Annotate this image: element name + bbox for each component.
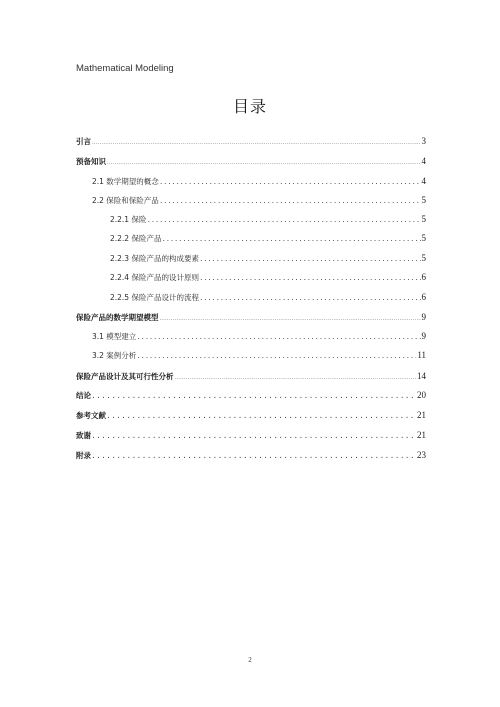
toc-entry-appendix[interactable] (76, 448, 426, 462)
toc-page-number: 14 (417, 371, 426, 381)
toc-entry-label: 预备知识 (76, 157, 106, 166)
toc-entry-label: 2.2.2 保险产品 (110, 234, 162, 243)
dot-leader (175, 371, 417, 385)
toc-entry-label: 2.2 保险和保险产品 (92, 196, 159, 205)
dot-leader (92, 429, 416, 443)
toc-page-number: 20 (417, 390, 426, 400)
toc-page-number: 9 (421, 331, 426, 341)
toc-page-number: 5 (421, 214, 426, 224)
dot-leader (107, 409, 416, 423)
dot-leader (162, 232, 420, 246)
toc-entry-preliminaries[interactable] (76, 154, 426, 168)
toc-page-number: 9 (421, 312, 426, 322)
toc-page-number: 6 (421, 292, 426, 302)
toc-entry-2-1[interactable] (92, 174, 426, 188)
toc-entry-acknowledgements[interactable] (76, 428, 426, 442)
toc-page-number: 6 (421, 272, 426, 282)
toc-entry-label: 附录 (76, 451, 91, 460)
toc-entry-label: 保险产品的数学期望模型 (76, 313, 159, 322)
toc-page-number: 4 (421, 176, 426, 186)
toc-entry-label: 2.2.4 保险产品的设计原则 (110, 273, 199, 282)
toc-page-number: 5 (421, 253, 426, 263)
toc-entry-label: 结论 (76, 391, 91, 400)
toc-page-number: 21 (417, 410, 426, 420)
toc-page-number: 5 (421, 195, 426, 205)
toc-entry-expectation-model[interactable] (76, 310, 426, 324)
toc-entry-3-1[interactable] (92, 329, 426, 343)
toc-entry-2-2[interactable] (92, 193, 426, 207)
dot-leader (200, 291, 421, 305)
toc-entry-label: 2.2.5 保险产品设计的流程 (110, 293, 199, 302)
dot-leader (92, 136, 421, 150)
dot-leader (160, 194, 421, 208)
toc-page-number: 3 (421, 136, 426, 146)
toc-entry-label: 2.2.1 保险 (110, 215, 147, 224)
toc-page-number: 5 (421, 233, 426, 243)
running-header: Mathematical Modeling (76, 63, 174, 74)
toc-entry-2-2-2[interactable] (110, 231, 426, 245)
toc-entry-label: 3.2 案例分析 (92, 351, 137, 360)
toc-entry-references[interactable] (76, 408, 426, 422)
dot-leader (200, 252, 421, 266)
toc-entry-3-2[interactable] (92, 348, 426, 362)
toc-entry-feasibility[interactable] (76, 369, 426, 383)
toc-entry-2-2-3[interactable] (110, 251, 426, 265)
dot-leader (200, 271, 421, 285)
dot-leader (147, 213, 420, 227)
dot-leader (107, 156, 421, 170)
toc-page-number: 21 (417, 430, 426, 440)
toc-entry-label: 保险产品设计及其可行性分析 (76, 372, 174, 381)
toc-entry-introduction[interactable] (76, 134, 426, 148)
toc-page-number: 11 (417, 350, 426, 360)
toc-entry-label: 参考文献 (76, 411, 106, 420)
toc-entry-label: 2.2.3 保险产品的构成要素 (110, 254, 199, 263)
toc-entry-label: 3.1 模型建立 (92, 332, 137, 341)
page-number: 2 (248, 656, 252, 664)
toc-title: 目录 (232, 97, 267, 116)
dot-leader (92, 449, 416, 463)
toc-entry-2-2-4[interactable] (110, 270, 426, 284)
toc-entry-conclusion[interactable] (76, 388, 426, 402)
toc-page-number: 4 (421, 156, 426, 166)
dot-leader (137, 349, 416, 363)
toc-page-number: 23 (417, 450, 426, 460)
dot-leader (92, 389, 416, 403)
toc-entry-2-2-5[interactable] (110, 290, 426, 304)
dot-leader (137, 330, 420, 344)
toc-entry-2-2-1[interactable] (110, 212, 426, 226)
dot-leader (160, 312, 421, 326)
toc-entry-label: 致谢 (76, 431, 91, 440)
toc-entry-label: 2.1 数学期望的概念 (92, 177, 159, 186)
toc-entry-label: 引言 (76, 137, 91, 146)
dot-leader (160, 175, 421, 189)
